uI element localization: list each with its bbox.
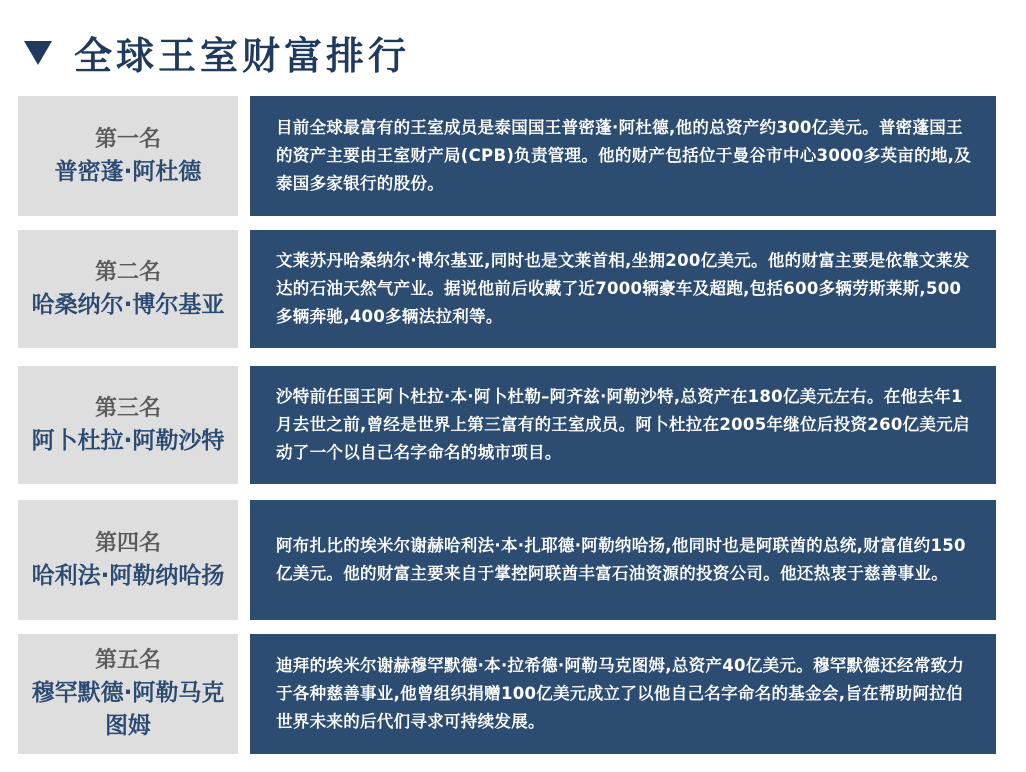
description-box-2	[250, 230, 996, 348]
rank-name: 哈桑纳尔·博尔基亚	[31, 291, 225, 318]
rank-label: 第三名	[94, 395, 161, 421]
rank-name: 哈利法·阿勒纳哈扬	[31, 562, 225, 589]
rank-label: 第五名	[94, 648, 161, 673]
description-text: 沙特前任国王阿卜杜拉·本·阿卜杜勒–阿齐兹·阿勒沙特,总资产在180亿美元左右。在他去年1月去世之前,曾经是世界上第三富有的王室成员。阿卜杜拉在2005年继位后投资260亿美元启动了一个以自己名字命名的城市项目。	[276, 387, 970, 462]
description-text: 文莱苏丹哈桑纳尔·博尔基亚,同时也是文莱首相,坐拥200亿美元。他的财富主要是依靠文莱发达的石油天然气产业。据说他前后收藏了近7000辆豪车及超跑,包括600多辆劳斯莱斯,500多辆奔驰,400多辆法拉利等。	[276, 251, 970, 326]
ranking-row-2	[18, 230, 998, 348]
rank-label: 第四名	[94, 530, 161, 556]
triangle-down-icon	[24, 41, 52, 65]
page-title: 全球王室财富排行	[74, 33, 411, 78]
rank-name: 阿卜杜拉·阿勒沙特	[31, 427, 225, 454]
rank-box-1	[18, 96, 238, 216]
rank-label: 第二名	[94, 259, 161, 285]
rank-name: 普密蓬·阿杜德	[54, 158, 202, 185]
description-box-5	[250, 634, 996, 754]
ranking-row-3	[18, 366, 998, 484]
description-text: 目前全球最富有的王室成员是泰国国王普密蓬·阿杜德,他的总资产约300亿美元。普密蓬国王的资产主要由王室财产局(CPB)负责管理。他的财产包括位于曼谷市中心3000多英亩的地,及泰国多家银行的股份。	[276, 118, 972, 193]
rank-label: 第一名	[94, 126, 161, 152]
description-text: 迪拜的埃米尔谢赫穆罕默德·本·拉希德·阿勒马克图姆,总资产40亿美元。穆罕默德还经常致力于各种慈善事业,他曾组织捐赠100亿美元成立了以他自己名字命名的基金会,旨在帮助阿拉伯世界未来的后代们寻求可持续发展。	[276, 656, 965, 731]
rank-box-2	[18, 230, 238, 348]
description-box-1	[250, 96, 996, 216]
ranking-row-5	[18, 634, 998, 754]
ranking-row-1	[18, 96, 998, 216]
rank-box-4	[18, 500, 238, 620]
description-text: 阿布扎比的埃米尔谢赫哈利法·本·扎耶德·阿勒纳哈扬,他同时也是阿联酋的总统,财富值约150亿美元。他的财富主要来自于掌控阿联酋丰富石油资源的投资公司。他还热衷于慈善事业。	[276, 536, 966, 583]
description-box-3	[250, 366, 996, 484]
rank-box-3	[18, 366, 238, 484]
rank-box-5	[18, 634, 238, 754]
ranking-row-4	[18, 500, 998, 620]
rank-name: 穆罕默德·阿勒马克图姆	[31, 680, 225, 739]
page-header	[24, 22, 410, 82]
description-box-4	[250, 500, 996, 620]
